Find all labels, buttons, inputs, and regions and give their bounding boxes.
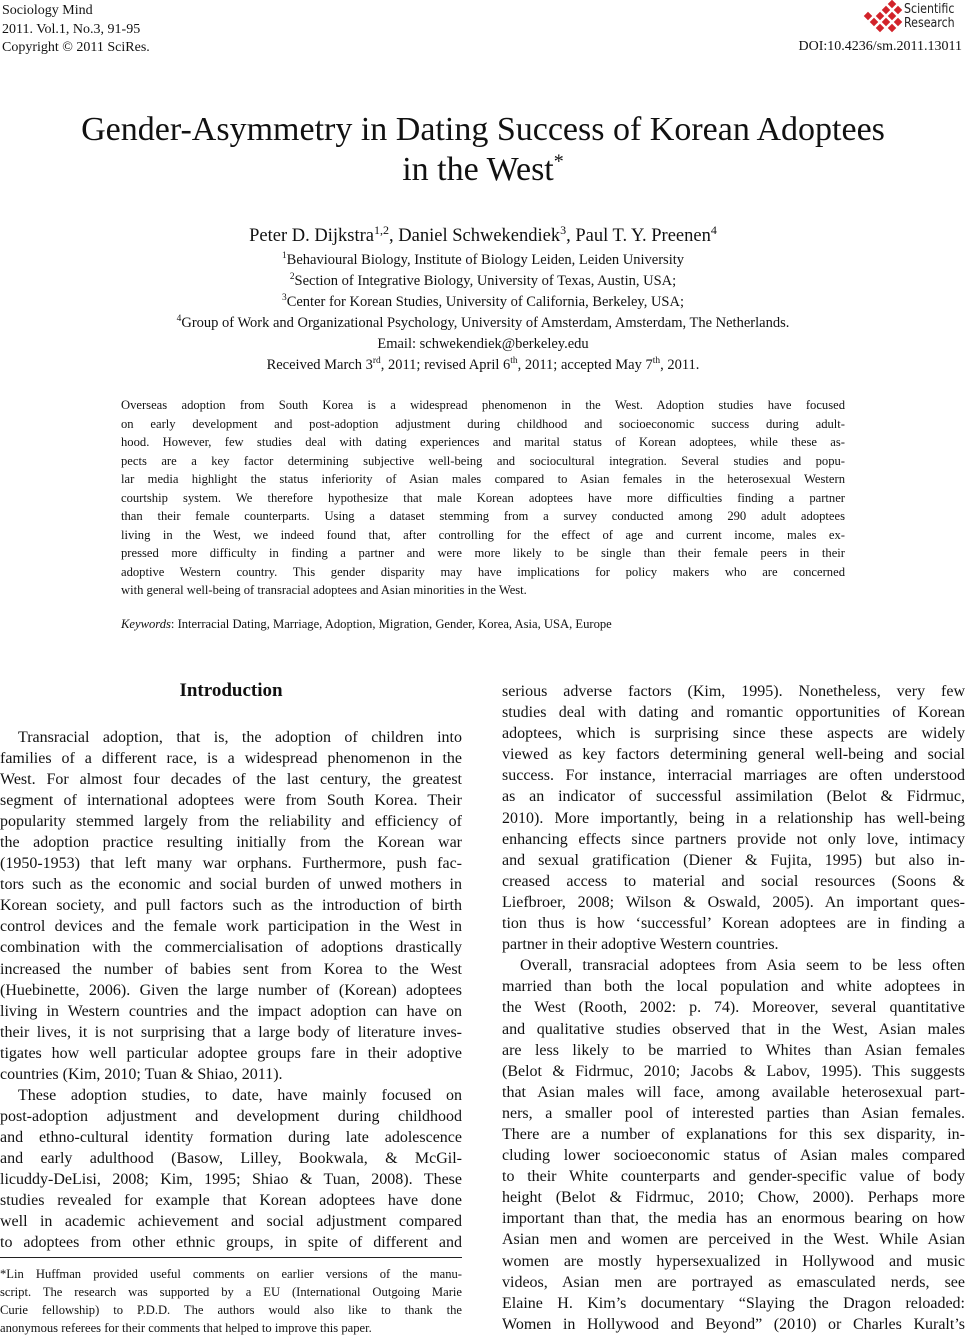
abstract-line: adoptive Western country. This gender disparity may have implications for policy makers who are concerned	[121, 564, 845, 579]
footnote-line: script. The research was supported by a EU (International Outgoing Marie	[0, 1285, 462, 1299]
logo-line2: Research	[904, 16, 956, 31]
received-part: Received March 3	[266, 357, 373, 373]
text-line: enhancing effects since partners provide not only love, intimacy	[502, 830, 965, 848]
abstract-line: with general well-being of transracial adoptees and Asian minorities in the West.	[121, 583, 527, 597]
text-line: well in academic achievement and social adjustment compared	[0, 1213, 462, 1231]
affiliation-mark: 3	[281, 293, 287, 304]
abstract-line: living in the West, we indeed found that, after controlling for the effect of age and current income, males ex-	[121, 527, 845, 542]
text-line: the West (Rooth, 2002: p. 74). Moreover, several quantitative	[502, 999, 965, 1017]
footnote	[0, 1265, 462, 1337]
author-name: Daniel Schwekendiek	[398, 226, 561, 246]
author-affil-mark: 3	[560, 222, 567, 237]
abstract-line: courtship system. We therefore hypothesize that male Korean adoptees have more difficulties finding a partner	[121, 490, 845, 505]
text-line: Overall, transracial adoptees from Asia seem to be less often	[520, 957, 965, 975]
paper-title	[0, 110, 966, 190]
right-column	[502, 681, 965, 1335]
text-line: creased access to material and social resources (Soons &	[502, 872, 965, 890]
affiliation	[0, 271, 966, 292]
journal-header	[2, 2, 150, 58]
text-line: post-adoption adjustment and development during childhood	[0, 1107, 462, 1125]
keywords-label: Keywords	[121, 617, 171, 631]
text-line: These adoption studies, to date, have mainly focused on	[18, 1086, 462, 1104]
text-line: Liefbroer, 2008; Wilson & Oswald, 2005). An important ques-	[502, 893, 965, 911]
text-line: studies revealed for example that Korean adoptees have done	[0, 1192, 462, 1210]
abstract-line: Overseas adoption from South Korea is a widespread phenomenon in the West. Adoption studies have focused	[121, 398, 845, 412]
text-line: cluding lower socioeconomic status of Asian males compared	[502, 1147, 965, 1165]
text-line: videos, Asian men are portrayed as emasculated nerds, see	[502, 1273, 965, 1291]
affiliation	[0, 292, 966, 313]
text-line: control devices and the female work participation in the West in	[0, 918, 462, 936]
text-line: combination with the commercialisation of adoptions drastically	[0, 939, 462, 957]
abstract-line: hood. However, few studies deal with dating experiences and marital status of Korean adoptees, while these as-	[121, 435, 845, 449]
text-line: serious adverse factors (Kim, 1995). Nonetheless, very few	[502, 683, 965, 700]
paragraph	[0, 727, 462, 1085]
affiliation-text: Behavioural Biology, Institute of Biology Leiden, Leiden University	[286, 252, 685, 268]
text-line: as an indicator of successful assimilation (Belot & Fidrmuc,	[502, 788, 965, 806]
text-line: studies deal with dating and romantic opportunities of Korean	[502, 704, 965, 722]
copyright: Copyright © 2011 SciRes.	[2, 40, 150, 55]
text-line: Women in Hollywood and Beyond” (2010) or Charles Kuralt’s	[502, 1315, 965, 1333]
text-line: married than both the local population and white adoptees in	[502, 978, 965, 996]
received-dates	[0, 355, 966, 376]
title-footnote-mark: *	[553, 150, 564, 173]
section-heading-introduction: Introduction	[179, 680, 283, 701]
footnote-divider	[0, 1257, 462, 1258]
keywords-text: : Interracial Dating, Marriage, Adoption, Migration, Gender, Korea, Asia, USA, Europe	[170, 617, 612, 631]
affiliation-mark: 1	[281, 251, 287, 262]
left-column	[0, 727, 462, 1253]
text-line: to their White counterparts and gender-specific value of body	[502, 1168, 965, 1186]
text-line: families of a different race, is a widespread phenomenon in the	[0, 750, 462, 768]
text-line: important than that, the media has an enormous bearing on how	[502, 1210, 965, 1228]
logo-line1: Scientific	[904, 2, 955, 17]
text-line: countries (Kim, 2010; Tuan & Shiao, 2011).	[0, 1065, 283, 1083]
text-line: the adoption practice resulting initially from the Korean war	[0, 834, 462, 852]
text-line: adoptees, which is surprising since these aspects are widely	[502, 725, 965, 743]
author-affil-mark: 4	[710, 222, 717, 237]
logo-text	[904, 3, 955, 31]
author-name: Paul T. Y. Preenen	[575, 226, 711, 246]
abstract-line: pressed more difficulty in finding a partner and were more likely to be single than their female peers in their	[121, 546, 845, 560]
footnote-line: Curie fellowship) to P.D.D. The authors would also like to thank the	[0, 1303, 462, 1317]
affiliations	[0, 250, 966, 376]
title-line1: Gender-Asymmetry in Dating Success of Korean Adoptees	[81, 111, 885, 148]
abstract-line: on early development and post-adoption adjustment during childhood and socioeconomic success during adult-	[121, 416, 845, 431]
affiliation-mark: 4	[176, 314, 182, 325]
text-line: tigates how well particular adoptee groups fare in their adoptive	[0, 1044, 462, 1062]
text-line: tion thus is how ‘successful’ Korean adoptees are in finding a	[502, 915, 965, 933]
text-line: and early adulthood (Basow, Lilley, Bookwala, & McGil-	[0, 1149, 462, 1167]
text-line: to adoptees from other ethnic groups, in spite of different and	[0, 1234, 462, 1252]
author-separator: ,	[566, 226, 576, 246]
text-line: (1950-1953) that left many war orphans. Furthermore, push fac-	[0, 855, 462, 873]
affiliation	[0, 313, 966, 334]
received-part: th	[510, 356, 518, 367]
text-line: There are a number of explanations for this sex disparity, in-	[502, 1125, 965, 1143]
text-line: West. For almost four decades of the last century, the greatest	[0, 771, 462, 789]
title-line2-text: in the West	[402, 151, 554, 188]
received-part: , 2011; accepted May 7	[517, 357, 653, 373]
abstract-line: pects are a key factor determining subjective well-being and sociocultural integration. Several studies and popu-	[121, 453, 845, 468]
text-line: tors such as the economic and social burden of unwed mothers in	[0, 876, 462, 894]
author-separator: ,	[389, 226, 399, 246]
received-part: , 2011; revised April 6	[380, 357, 511, 373]
text-line: their lives, it is not surprising that a large body of literature inves-	[0, 1023, 462, 1041]
title-line2	[0, 150, 966, 190]
footnote-line: anonymous referees for their comments that helped to improve this paper.	[0, 1321, 372, 1335]
received-part: , 2011.	[660, 357, 700, 373]
text-line: licuddy-DeLisi, 2008; Kim, 1995; Shiao & Tuan, 2008). These	[0, 1170, 462, 1188]
diamond-cluster-icon	[865, 0, 901, 34]
keywords	[121, 617, 612, 632]
text-line: height (Belot & Fidrmuc, 2010; Chow, 2000). Perhaps more	[502, 1189, 965, 1207]
publisher-logo	[865, 0, 964, 34]
text-line: Elaine H. Kim’s documentary “Slaying the Dragon reloaded:	[502, 1294, 965, 1312]
author-list	[0, 222, 966, 247]
text-line: that Asian males will face, among available heterosexual part-	[502, 1083, 965, 1101]
text-line: women are mostly hypersexualized in Hollywood and music	[502, 1252, 965, 1270]
journal-name: Sociology Mind	[2, 3, 93, 18]
affiliation-text: Group of Work and Organizational Psychology, University of Amsterdam, Amsterdam, The Netherlands.	[181, 315, 790, 331]
text-line: partner in their adoptive Western countries.	[502, 936, 779, 954]
received-part: th	[652, 356, 661, 367]
abstract	[121, 396, 845, 600]
abstract-line: lar media highlight the status inferiority of Asian males compared to Asian females in the heterosexual Western	[121, 472, 845, 486]
abstract-line: than their female counterparts. Using a dataset stemming from a survey conducted among 290 adult adoptees	[121, 509, 845, 523]
doi[interactable]: DOI:10.4236/sm.2011.13011	[798, 39, 962, 54]
paragraph	[0, 1085, 462, 1253]
email: Email: schwekendiek@berkeley.edu	[377, 336, 589, 352]
text-line: living in Western countries and the impact adoption can have on	[0, 1002, 462, 1020]
text-line: are less likely to be married to Whites than Asian females	[502, 1041, 965, 1059]
journal-issue: 2011. Vol.1, No.3, 91-95	[2, 21, 141, 37]
text-line: and ethno-cultural identity formation during late adolescence	[0, 1128, 462, 1146]
paragraph	[502, 955, 965, 1335]
text-line: Korean society, and pull factors such as the introduction of birth	[0, 897, 462, 915]
text-line: 2010). More importantly, being in a relationship has well-being	[502, 809, 965, 827]
paragraph	[502, 681, 965, 955]
author-name: Peter D. Dijkstra	[249, 226, 374, 246]
text-line: and sexual gratification (Diener & Fujita, 1995) but also in-	[502, 851, 965, 869]
text-line: segment of international adoptees were from South Korea. Their	[0, 792, 462, 810]
footnote-line: *Lin Huffman provided useful comments on earlier versions of the manu-	[0, 1267, 462, 1281]
received-part: rd	[372, 356, 381, 367]
affiliation-mark: 2	[289, 272, 295, 283]
text-line: viewed as key factors determining general well-being and social	[502, 746, 965, 764]
affiliation-text: Center for Korean Studies, University of California, Berkeley, USA;	[286, 294, 685, 310]
text-line: success. For instance, interracial marriages are often understood	[502, 767, 965, 785]
text-line: Asian men and women are perceived in the West. While Asian	[502, 1231, 965, 1249]
text-line: ners, a smaller pool of interested parties than Asian females.	[502, 1104, 965, 1122]
text-line: and qualitative studies observed that in the West, Asian males	[502, 1020, 965, 1038]
author-affil-mark: 1,2	[373, 222, 390, 237]
text-line: Transracial adoption, that is, the adoption of children into	[18, 729, 462, 746]
text-line: (Belot & Fidrmuc, 2010; Jacobs & Labov, 1995). This suggests	[502, 1062, 965, 1080]
text-line: increased the number of babies sent from Korea to the West	[0, 960, 462, 978]
text-line: popularity stemmed largely from the reliability and efficiency of	[0, 813, 462, 831]
text-line: (Huebinette, 2006). Given the large number of (Korean) adoptees	[0, 981, 462, 999]
affiliation	[0, 250, 966, 271]
affiliation-text: Section of Integrative Biology, University of Texas, Austin, USA;	[294, 273, 677, 289]
